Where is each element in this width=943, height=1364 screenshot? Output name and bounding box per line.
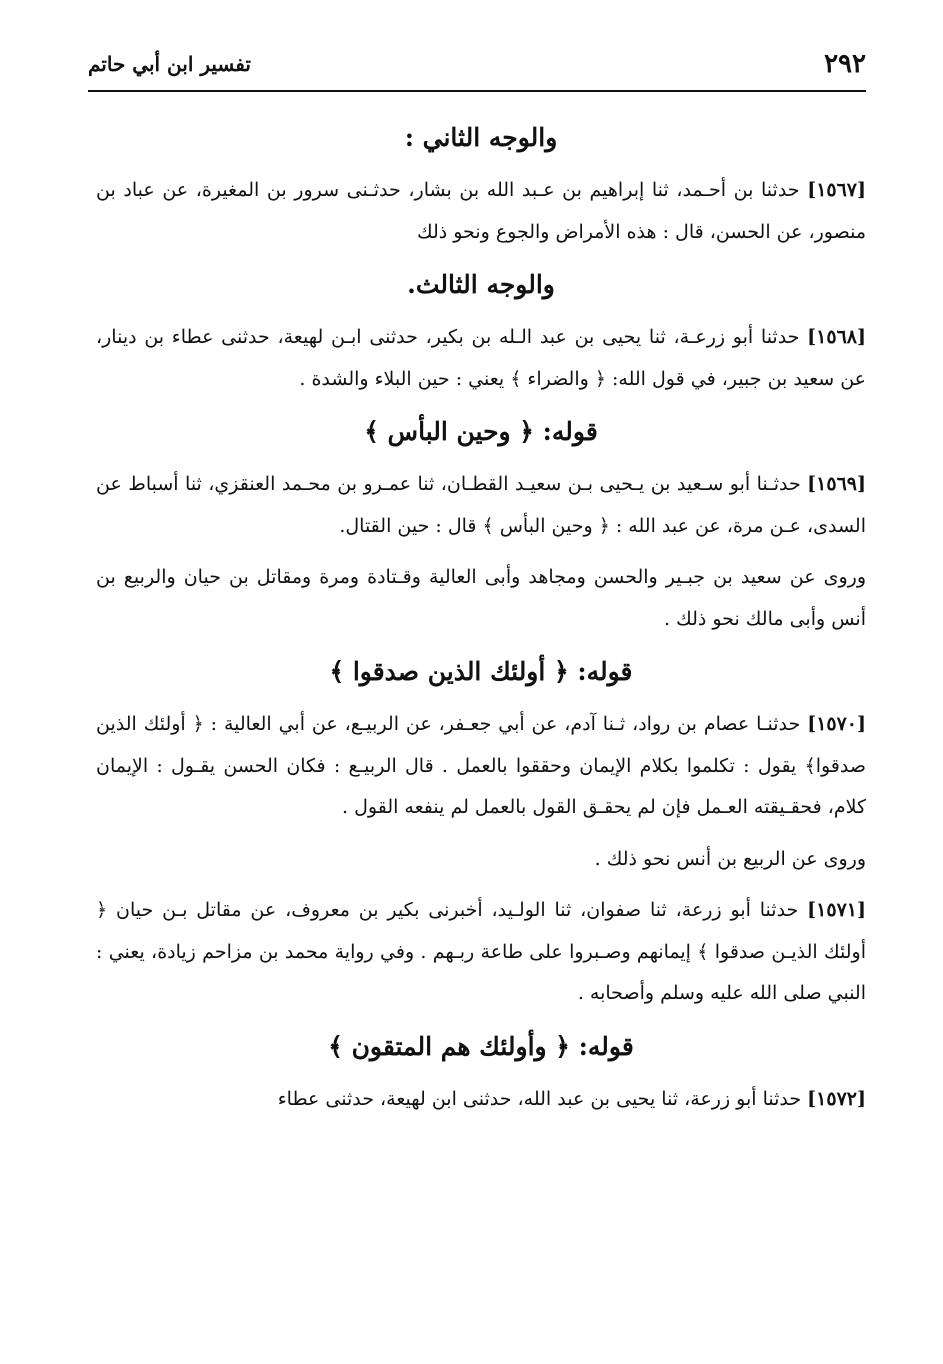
narration-text: حدثـنا أبو سـعيد بن يـحيى بـن سعيـد القطـان، ثنا عمـرو بن محـمد العنقزي، ثنا أسباط عن السدى، عـن مرة، عن عبد الله : ﴿ وحين البأس ﴾ قال : حين القتال.: [96, 473, 866, 537]
narration-text: حدثنا أبو زرعـة، ثنا يحيى بن عبد الـله بن بكير، حدثنى ابـن لهيعة، حدثنى عطاء بن دينار، عن سعيد بن جبير، في قول الله: ﴿ والضراء ﴾ يعني : حين البلاء والشدة .: [96, 326, 866, 390]
narration-1569: [96, 464, 866, 547]
verse-heading-hum-al-muttaqun: قوله: ﴿ وأولئك هم المتقون ﴾: [328, 1031, 634, 1061]
narration-1568: [96, 317, 866, 400]
note-text: وروى عن سعيد بن جبـير والحسن ومجاهد وأبى العالية وقـتادة ومرة ومقاتل بن حيان والربيع بن أنس وأبى مالك نحو ذلك .: [96, 566, 866, 630]
verse-heading-wa-hina-al-bas: قوله: ﴿ وحين البأس ﴾: [364, 417, 598, 446]
narration-number: [١٥٦٨]: [807, 326, 866, 348]
narration-text: حدثنـا عصام بن رواد، ثـنا آدم، عن أبي جعـفر، عن الربيـع، عن أبي العالية : ﴿ أولئك الذين صدقوا﴾ يقول : تكلموا بكلام الإيمان وحققوا بالعمل . قال الربيـع : فكان الحسن يقـول : الإيمان كلام، فحقـيقته العـمل فإن لم يحقـق القول بالعمل لم ينفعه القول .: [96, 713, 866, 818]
book-title: تفسير ابن أبي حاتم: [88, 52, 251, 76]
section-heading-second-aspect: والوجه الثاني :: [404, 123, 558, 152]
narration-text: حدثنا أبو زرعة، ثنا يحيى بن عبد الله، حدثنى ابن لهيعة، حدثنى عطاء: [277, 1087, 802, 1110]
narration-1567: [96, 170, 866, 253]
narration-1571: [96, 890, 866, 1015]
narration-1572: [96, 1079, 866, 1121]
note-text: وروى عن الربيع بن أنس نحو ذلك .: [594, 847, 866, 870]
page-header: [88, 44, 866, 92]
narration-text: حدثنا بن أحـمد، ثنا إبراهيم بن عـبد الله بن بشار، حدثـنى سرور بن المغيرة، عن عباد بن منصور، عن الحسن، قال : هذه الأمراض والجوع ونحو ذلك: [96, 179, 866, 243]
page-number: ٢٩٢: [824, 49, 866, 79]
page-body: [96, 110, 866, 1130]
narration-number: [١٥٦٧]: [807, 179, 867, 201]
narration-1570: [96, 704, 866, 829]
narration-number: [١٥٧٠]: [807, 713, 867, 735]
related-reports-note: [96, 557, 866, 640]
related-reports-note-2: [96, 839, 866, 881]
verse-heading-ulaika-alladhina-sadaqu: قوله: ﴿ أولئك الذين صدقوا ﴾: [329, 657, 633, 686]
narration-number: [١٥٧١]: [807, 899, 866, 921]
narration-number: [١٥٦٩]: [807, 473, 866, 495]
section-heading-third-aspect: والوجه الثالث.: [407, 270, 555, 299]
narration-text: حدثنا أبو زرعة، ثنا صفوان، ثنا الولـيد، أخبرنى بكير بن معروف، عن مقاتل بـن حيان ﴿ أولئك الذيـن صدقوا ﴾ إيمانهم وصـبروا على طاعة ربـهم . وفي رواية محمد بن مزاحم زيادة، يعني : النبي صلى الله عليه وسلم وأصحابه .: [96, 899, 866, 1004]
narration-number: [١٥٧٢]: [807, 1087, 866, 1110]
